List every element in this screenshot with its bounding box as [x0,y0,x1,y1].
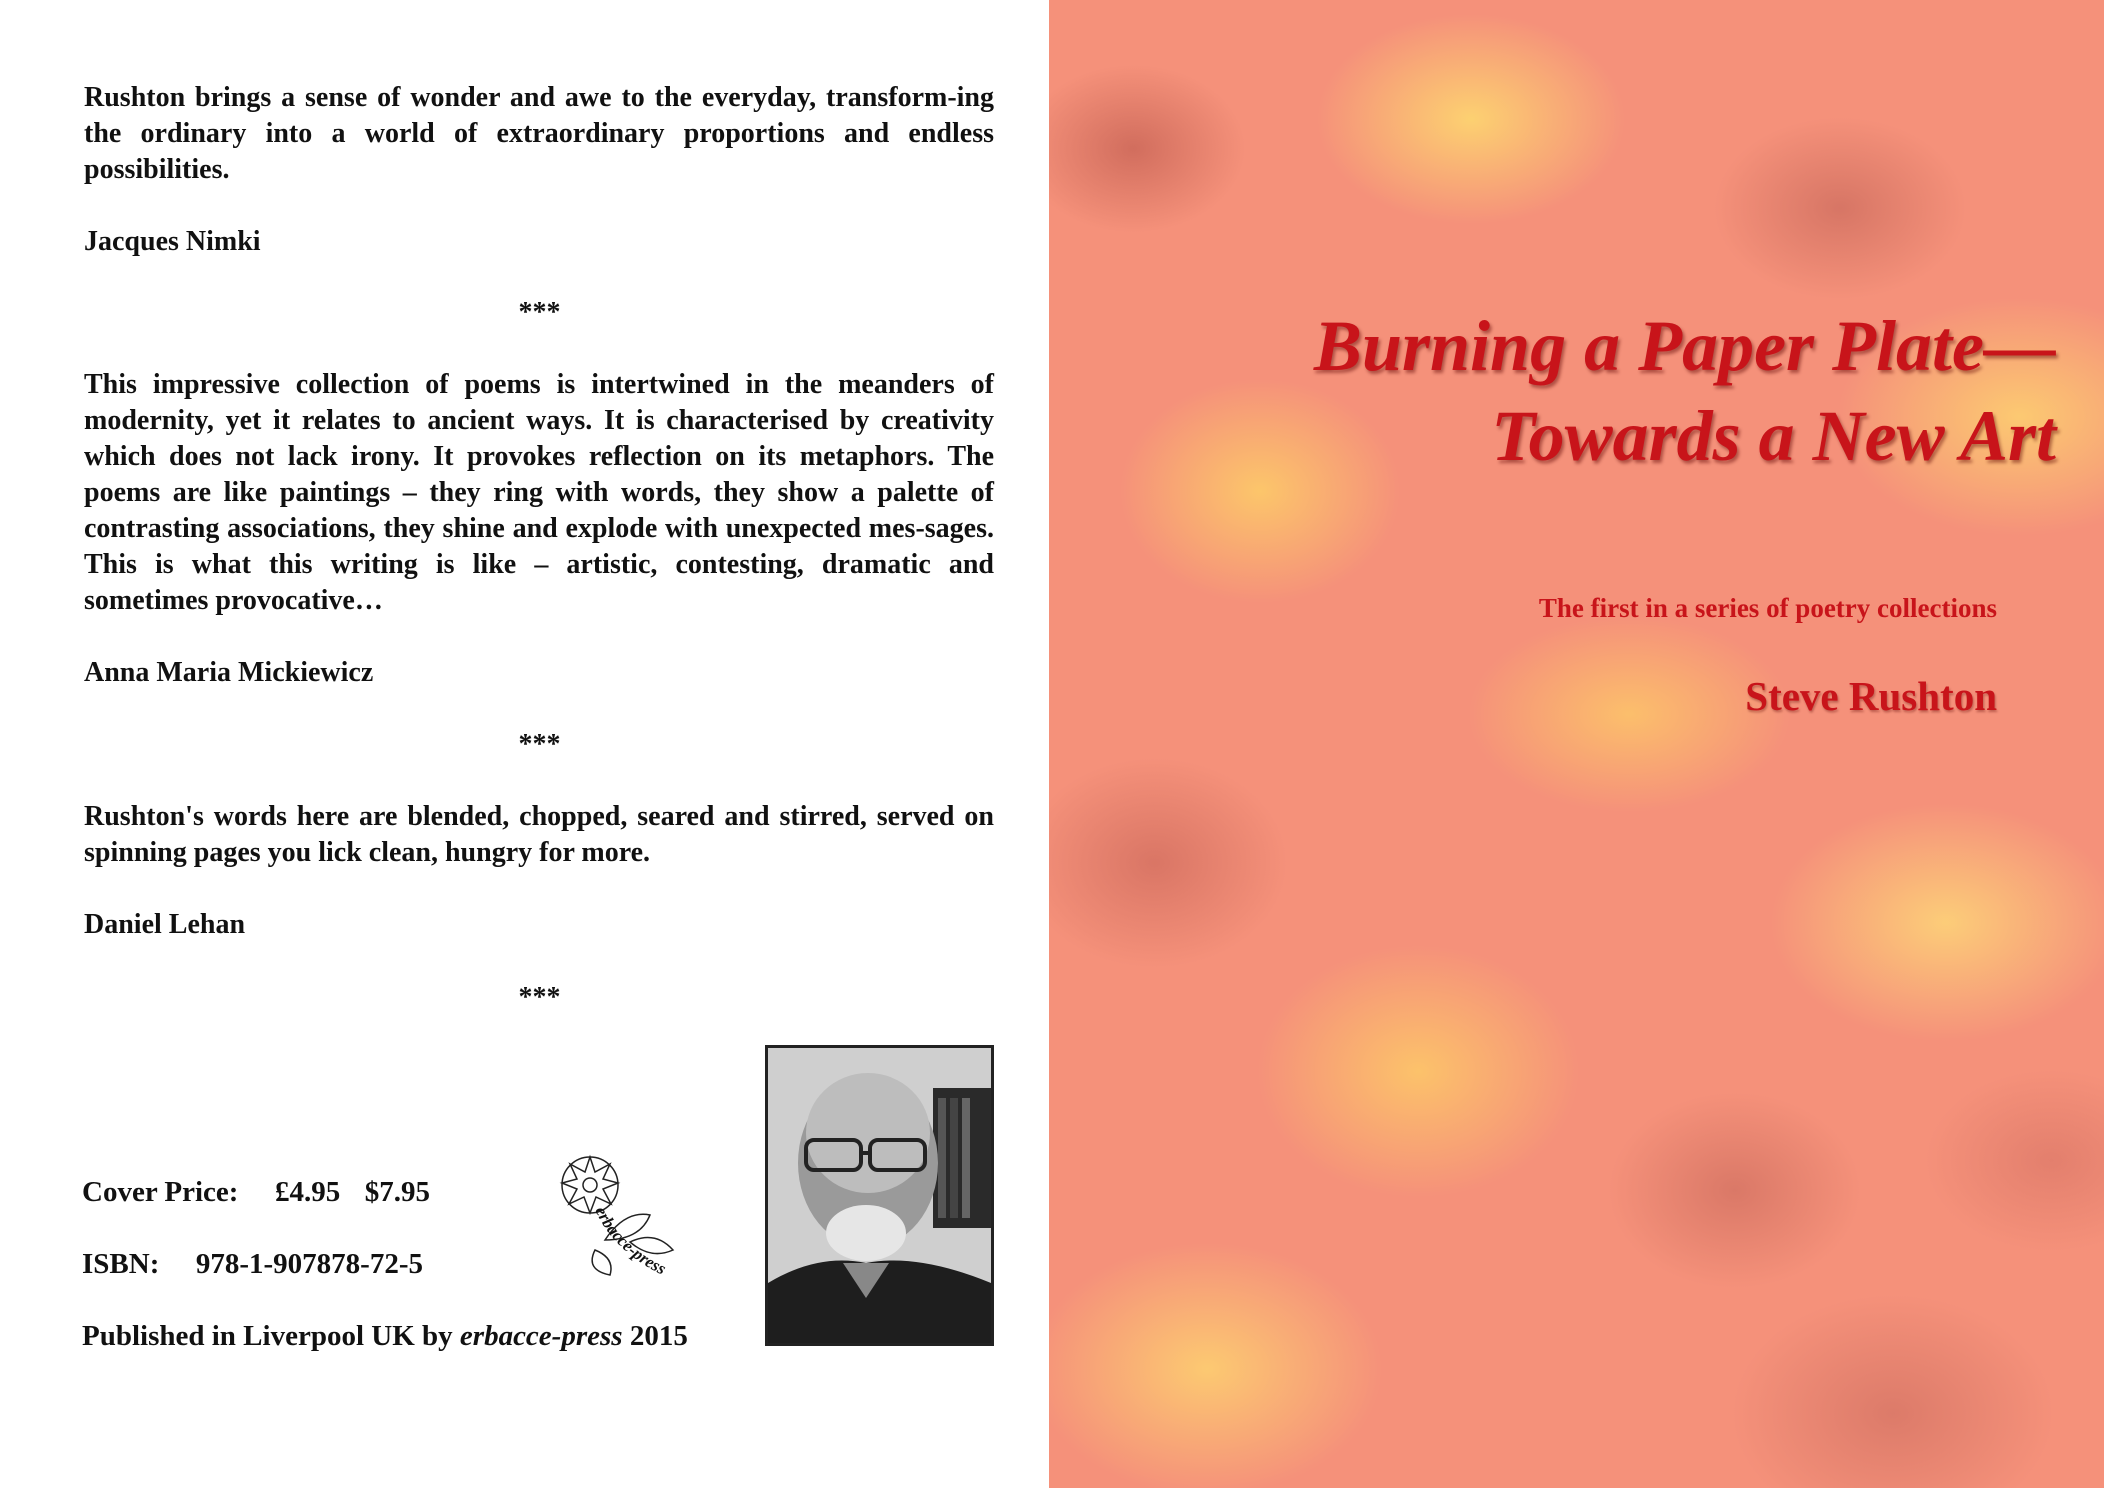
review-1-text: Rushton brings a sense of wonder and awe to the everyday, transform-ing the ordinary into a world of extraordinary proportions and endless possibilities. [84,82,994,185]
cover-price-label: Cover Price: [82,1176,239,1208]
published-prefix: Published in Liverpool UK by [82,1320,453,1352]
isbn-number: 978-1-907878-72-5 [195,1248,423,1280]
review-2-author: Anna Maria Mickiewicz [84,657,374,688]
separator-3: *** [518,982,561,1013]
author-portrait-icon [768,1048,991,1343]
separator-1: *** [518,297,561,328]
author-name: Steve Rushton [1745,673,1997,719]
publisher-line [82,1320,688,1353]
erbacce-press-logo-icon [555,1150,730,1305]
series-subtitle: The first in a series of poetry collections [1538,593,1997,623]
front-cover [1049,0,2104,1488]
review-1-author: Jacques Nimki [84,226,261,257]
isbn-line [82,1248,423,1281]
price-gbp: £4.95 [274,1176,341,1208]
publisher-name: erbacce-press [459,1320,623,1352]
svg-text:erbacce-press [591,1203,669,1278]
separator-2: *** [518,729,561,760]
author-photo [765,1045,994,1346]
title-line-2: Towards a New Art [1491,396,2056,476]
back-cover [0,0,1049,1488]
review-2-text: This impressive collection of poems is intertwined in the meanders of modernity, yet it relates to ancient ways. It is characterised by creativity which does not lack irony. It provokes reflection on its metaphors. The poems are like paintings – they ring with words, they show a palette of contrasting associations, they shine and explode with unexpected mes-sages. This is what this writing is like – artistic, contesting, dramatic and sometimes provocative… [84,369,994,616]
isbn-label: ISBN: [82,1248,160,1280]
title-line-1: Burning a Paper Plate— [1313,306,2056,386]
review-3-author: Daniel Lehan [84,909,246,940]
review-3-text: Rushton's words here are blended, chopped, seared and stirred, served on spinning pages you lick clean, hungry for more. [84,801,994,868]
publish-year: 2015 [629,1320,688,1352]
logo-text: erbacce-press [591,1203,670,1279]
price-usd: $7.95 [364,1176,430,1208]
cover-price [82,1176,430,1209]
